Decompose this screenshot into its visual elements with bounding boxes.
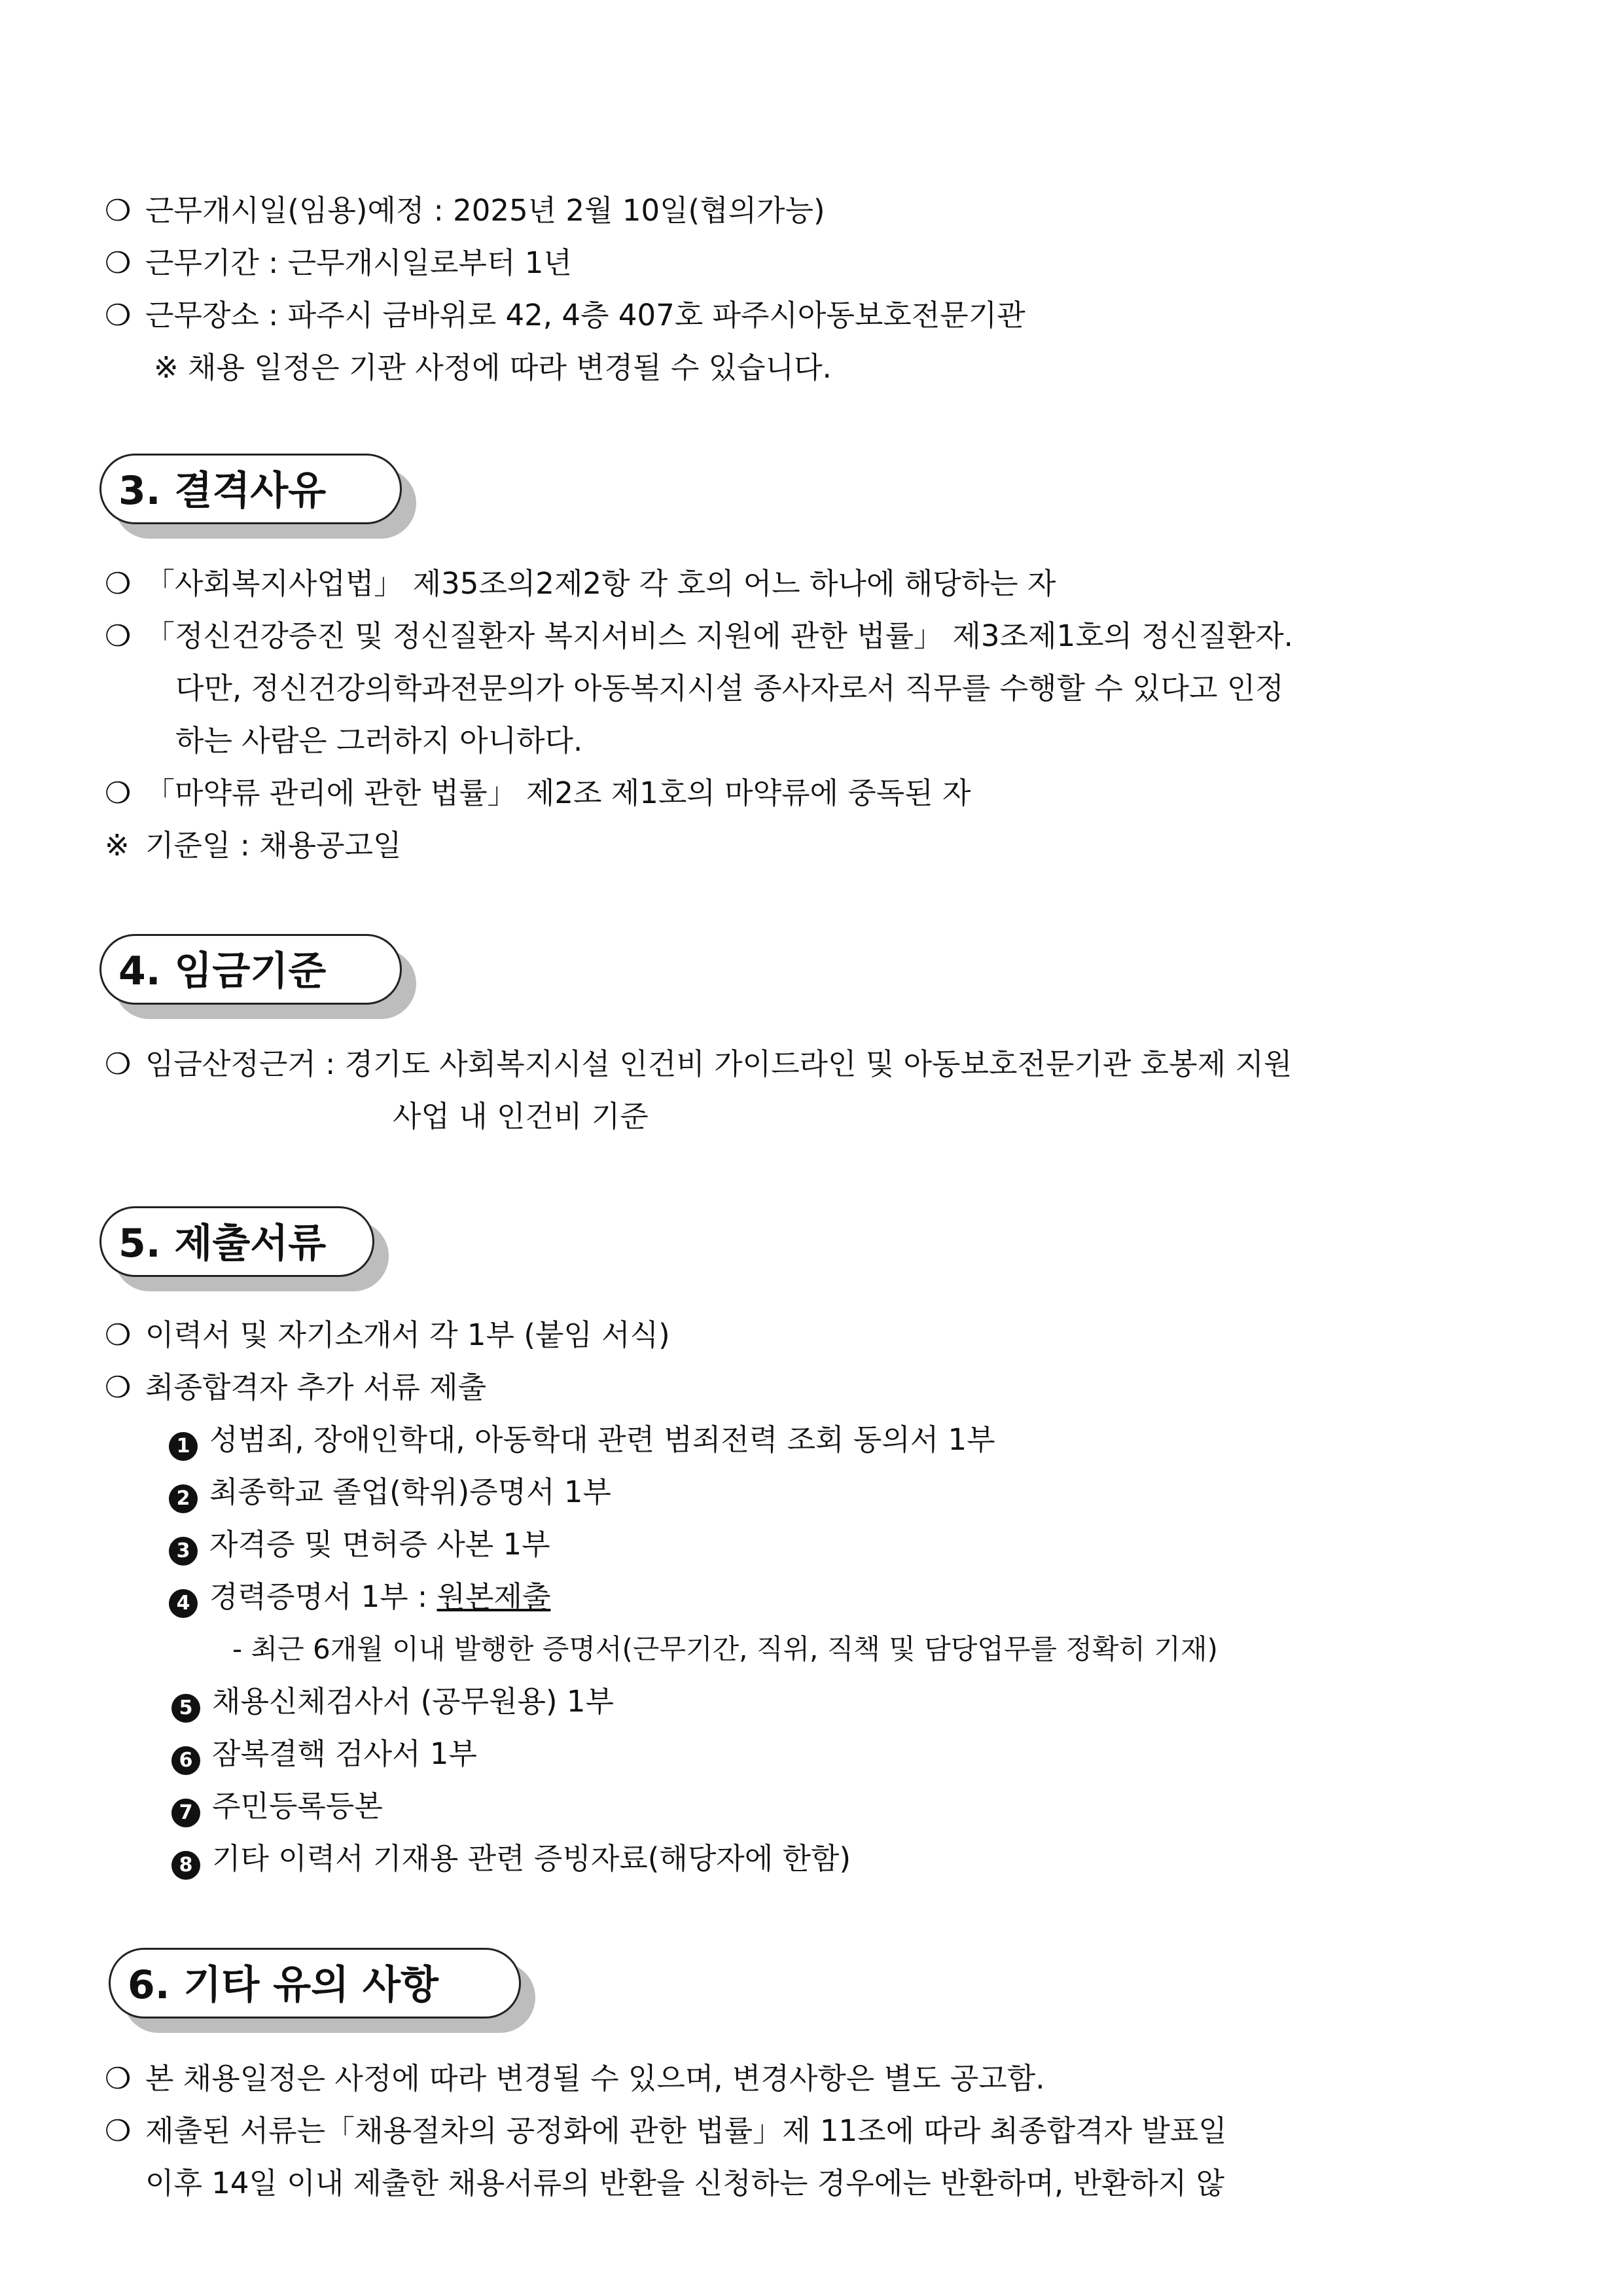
number-circle-icon: 2 — [169, 1484, 198, 1513]
number-circle-icon: 3 — [169, 1537, 198, 1566]
document-item-text: 기타 이력서 기재용 관련 증빙자료(해당자에 한함) — [212, 1841, 851, 1876]
wage-basis-continuation-text: 사업 내 인건비 기준 — [393, 1099, 649, 1134]
disqualification-continuation — [175, 721, 582, 761]
bullet-icon: ❍ — [105, 619, 132, 653]
wage-basis-continuation — [393, 1097, 649, 1136]
documents-text: 최종합격자 추가 서류 제출 — [145, 1370, 487, 1405]
bullet-icon: ❍ — [105, 776, 132, 810]
disqualification-item — [105, 564, 1056, 603]
document-item — [171, 1787, 383, 1827]
bullet-icon: ❍ — [105, 245, 132, 280]
number-circle-icon: 6 — [171, 1746, 200, 1775]
document-item-text: 주민등록등본 — [212, 1789, 383, 1823]
number-circle-icon: 5 — [171, 1694, 200, 1723]
document-item-text: 잠복결핵 검사서 1부 — [212, 1736, 477, 1771]
work-location-text: 근무장소 : 파주시 금바위로 42, 4층 407호 파주시아동보호전문기관 — [145, 298, 1026, 332]
bullet-icon: ❍ — [105, 193, 132, 228]
bullet-icon: ❍ — [105, 2061, 132, 2096]
disqualification-item-text: 「사회복지사업법」 제35조의2제2항 각 호의 어느 하나에 해당하는 자 — [145, 566, 1056, 601]
section-heading-disqualification: 3. 결격사유 — [99, 454, 402, 524]
schedule-notice-text: ※ 채용 일정은 기관 사정에 따라 변경될 수 있습니다. — [154, 350, 832, 385]
document-item-note-text: - 최근 6개월 이내 발행한 증명서(근무기간, 직위, 직책 및 담당업무를 정확히 기재) — [232, 1633, 1218, 1665]
reference-mark-icon: ※ — [105, 828, 130, 863]
original-required-text: 원본제출 — [437, 1579, 551, 1614]
start-date-line — [105, 191, 825, 230]
wage-basis-text: 임금산정근거 : 경기도 사회복지시설 인건비 가이드라인 및 아동보호전문기관 호봉제 지원 — [145, 1047, 1293, 1081]
document-item-note — [232, 1630, 1218, 1669]
section-heading-wage-standard: 4. 임금기준 — [99, 934, 402, 1005]
schedule-notice-line — [154, 348, 832, 387]
document-item — [169, 1420, 995, 1461]
number-circle-icon: 4 — [169, 1589, 198, 1618]
document-item — [169, 1525, 550, 1566]
notes-text: 제출된 서류는「채용절차의 공정화에 관한 법률」제 11조에 따라 최종합격자 발표일 — [145, 2113, 1227, 2148]
bullet-icon: ❍ — [105, 1318, 132, 1352]
bullet-icon: ❍ — [105, 298, 132, 332]
work-period-line — [105, 243, 572, 283]
disqualification-continuation-text: 하는 사람은 그러하지 아니하다. — [175, 723, 583, 758]
notes-continuation — [145, 2164, 1224, 2203]
start-date-text: 근무개시일(임용)예정 : 2025년 2월 10일(협의가능) — [145, 193, 825, 228]
notes-line — [105, 2111, 1227, 2151]
disqualification-continuation — [175, 669, 1284, 708]
document-item-text: 채용신체검사서 (공무원용) 1부 — [212, 1684, 614, 1719]
document-item-text: 경력증명서 1부 : — [209, 1579, 437, 1614]
bullet-icon: ❍ — [105, 1370, 132, 1405]
wage-basis-line — [105, 1045, 1292, 1084]
notes-continuation-text: 이후 14일 이내 제출한 채용서류의 반환을 신청하는 경우에는 반환하며, 반환하지 않 — [145, 2166, 1225, 2200]
documents-line — [105, 1316, 670, 1355]
section-heading-other-notes: 6. 기타 유의 사항 — [109, 1948, 521, 2018]
work-period-text: 근무기간 : 근무개시일로부터 1년 — [145, 245, 572, 280]
number-circle-icon: 1 — [169, 1432, 198, 1461]
disqualification-item — [105, 617, 1293, 656]
reference-date-text: 기준일 : 채용공고일 — [145, 828, 402, 863]
disqualification-continuation-text: 다만, 정신건강의학과전문의가 아동복지시설 종사자로서 직무를 수행할 수 있다고 인정 — [175, 671, 1284, 706]
documents-text: 이력서 및 자기소개서 각 1부 (붙임 서식) — [145, 1318, 670, 1352]
section-heading-documents: 5. 제출서류 — [99, 1206, 374, 1277]
disqualification-item-text: 「마약류 관리에 관한 법률」 제2조 제1호의 마약류에 중독된 자 — [145, 776, 971, 810]
number-circle-icon: 7 — [171, 1799, 200, 1827]
notes-text: 본 채용일정은 사정에 따라 변경될 수 있으며, 변경사항은 별도 공고함. — [145, 2061, 1045, 2096]
disqualification-item-text: 「정신건강증진 및 정신질환자 복지서비스 지원에 관한 법률」 제3조제1호의 정신질환자. — [145, 619, 1293, 653]
documents-line — [105, 1368, 486, 1407]
document-item — [171, 1682, 614, 1723]
disqualification-item — [105, 774, 971, 813]
bullet-icon: ❍ — [105, 2113, 132, 2148]
document-item-text: 최종학교 졸업(학위)증명서 1부 — [209, 1475, 611, 1509]
number-circle-icon: 8 — [171, 1851, 200, 1880]
document-item — [169, 1577, 550, 1618]
work-location-line — [105, 296, 1026, 335]
notes-line — [105, 2059, 1045, 2098]
document-item-text: 성범죄, 장애인학대, 아동학대 관련 범죄전력 조회 동의서 1부 — [209, 1422, 995, 1457]
bullet-icon: ❍ — [105, 1047, 132, 1081]
document-item — [169, 1473, 611, 1513]
bullet-icon: ❍ — [105, 566, 132, 601]
reference-date-line — [105, 826, 402, 865]
document-item — [171, 1734, 477, 1775]
document-item-text: 자격증 및 면허증 사본 1부 — [209, 1527, 550, 1562]
document-item — [171, 1839, 851, 1880]
